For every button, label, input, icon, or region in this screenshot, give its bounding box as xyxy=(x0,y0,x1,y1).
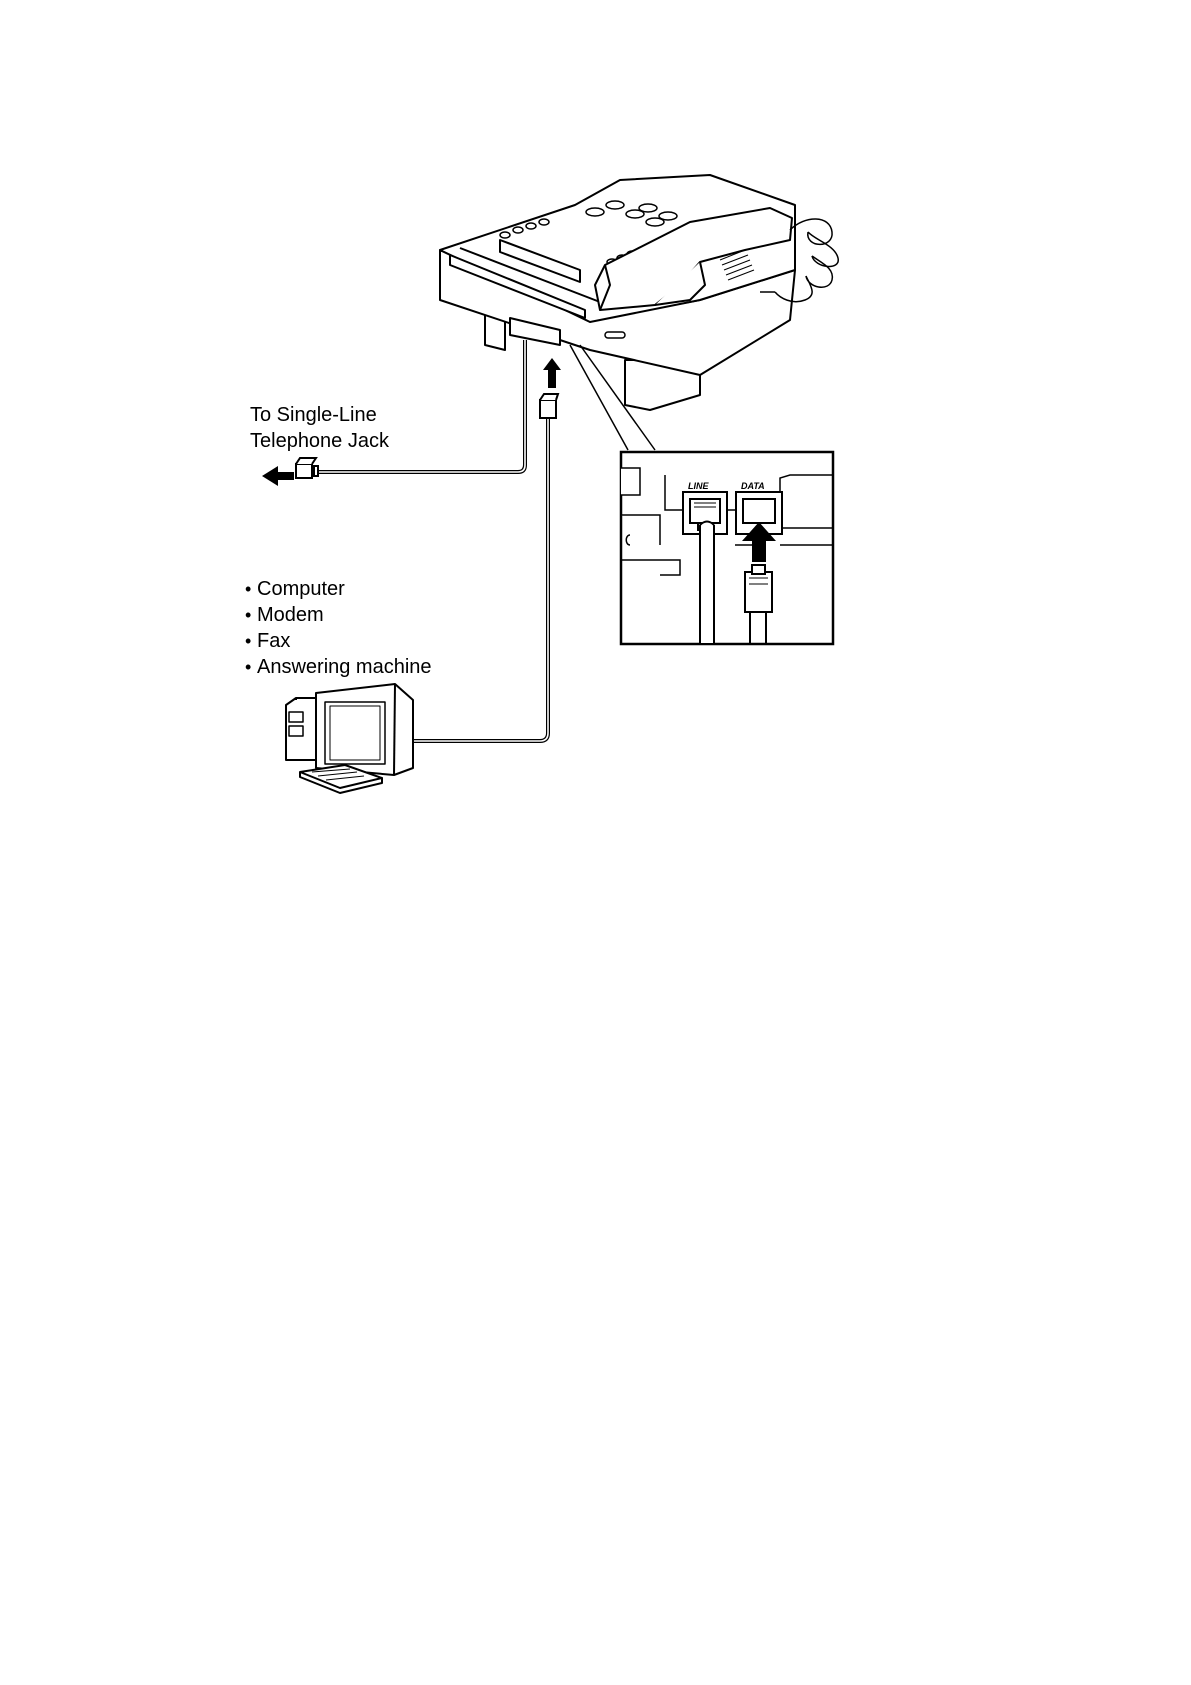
wall-plug-icon xyxy=(296,458,318,478)
device-item-fax: • Fax xyxy=(245,628,432,654)
data-cable xyxy=(413,418,548,741)
port-label-line: LINE xyxy=(688,481,709,491)
data-plug-icon xyxy=(540,394,558,418)
to-jack-arrow-icon xyxy=(262,466,294,486)
device-item-modem: • Modem xyxy=(245,602,432,628)
up-arrow-icon xyxy=(543,358,561,388)
device-list xyxy=(245,576,432,680)
data-cable-inner xyxy=(413,418,548,741)
port-label-data: DATA xyxy=(741,481,765,491)
computer-illustration xyxy=(286,684,413,793)
jack-label-line1: To Single-Line xyxy=(250,404,377,426)
device-item-computer: • Computer xyxy=(245,576,432,602)
jack-label-line2: Telephone Jack xyxy=(250,430,389,452)
telephone-illustration xyxy=(440,175,838,410)
port-inset xyxy=(621,452,833,644)
device-item-answering-machine: • Answering machine xyxy=(245,654,432,680)
